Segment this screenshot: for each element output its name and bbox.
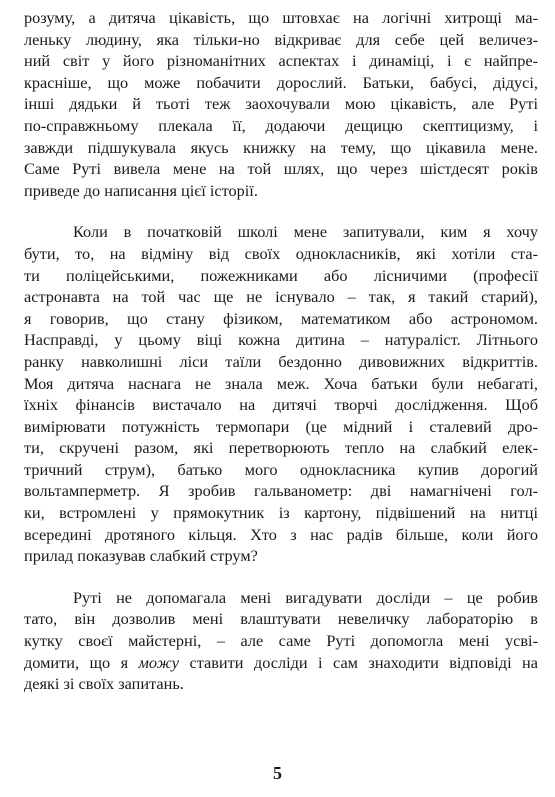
text-line: інші дядьки й тьоті теж заохочували мою цікавість, але Руті xyxy=(24,94,538,114)
text-line: ти, скручені разом, які перетворюють тепло на слабкий елек- xyxy=(24,438,538,458)
text-line: прилад показував слабкий струм? xyxy=(24,546,258,566)
page-number: 5 xyxy=(273,763,282,783)
text-line: леньку людину, яка тільки-но відкриває для себе цей величез- xyxy=(24,29,538,49)
text-line: Саме Руті вивела мене на той шлях, що через шістдесят років xyxy=(24,159,538,179)
text-line: тричний струм), батько мого однокласника купив дорогий xyxy=(24,459,538,479)
text-line: розуму, а дитяча цікавість, що штовхає на логічні хитрощі ма- xyxy=(24,8,538,27)
text-line: красніше, що може побачити дорослий. Батьки, бабусі, дідусі, xyxy=(24,72,538,92)
text-line: кутку своєї майстерні, – але саме Руті допомогла мені усві- xyxy=(24,631,538,651)
text-line: їхніх фінансів вистачало на дитячі творчі дослідження. Щоб xyxy=(24,395,538,415)
text-line: приведе до написання цієї історії. xyxy=(24,180,258,200)
text-line: деякі зі своїх запитань. xyxy=(24,674,184,694)
text-line: вольтамперметр. Я зробив гальванометр: дві намагнічені гол- xyxy=(24,481,538,501)
text-line: бути, то, на відміну від своїх однокласників, які хотіли ста- xyxy=(24,243,538,263)
text-line: ки, встромлені у прямокутник із картону, підвішений на нитці xyxy=(24,503,538,523)
emphasized-word: можу xyxy=(138,652,180,672)
text-line: по-справжньому плекала її, додаючи дещицю скептицизму, і xyxy=(24,115,538,135)
text-line: астронавта на той час ще не існувало – так, я такий старий), xyxy=(24,287,538,307)
text-line: ранку навколишні ліси таїли бездонно дивовижних відкриттів. xyxy=(24,351,538,371)
text-line: ний світ у його різноманітних аспектах і динаміці, і є найпре- xyxy=(24,51,538,71)
page-body xyxy=(24,0,538,715)
text-line: Насправді, у цьому віці кожна дитина – натураліст. Літнього xyxy=(24,330,538,350)
text-line: Коли в початковій школі мене запитували, ким я хочу xyxy=(73,222,538,242)
text-line: Руті не допомагала мені вигадувати досліди – це робив xyxy=(73,587,538,607)
text-line: я говорив, що стану фізиком, математиком або астрономом. xyxy=(24,308,538,328)
paragraph-1 xyxy=(24,7,538,201)
text-line: всередині дротяного кільця. Хто з нас радів більше, коли його xyxy=(24,524,538,544)
text-line: вимірювати потужність термопари (це мідний і сталевий дро- xyxy=(24,416,538,436)
text-line: ти поліцейськими, пожежниками або лісничими (професії xyxy=(24,265,538,285)
text-line: завжди підшукувала якусь книжку на тему, що цікавила мене. xyxy=(24,137,538,157)
text-line: тато, він дозволив мені влаштувати невеличку лабораторію в xyxy=(24,609,538,629)
paragraph-2 xyxy=(24,221,538,567)
paragraph-3 xyxy=(24,587,538,695)
text-line: Моя дитяча наснага не знала меж. Хоча батьки були небагаті, xyxy=(24,373,538,393)
text-line-emphasis: домити, що я можу ставити досліди і сам знаходити відповіді на xyxy=(24,652,538,672)
